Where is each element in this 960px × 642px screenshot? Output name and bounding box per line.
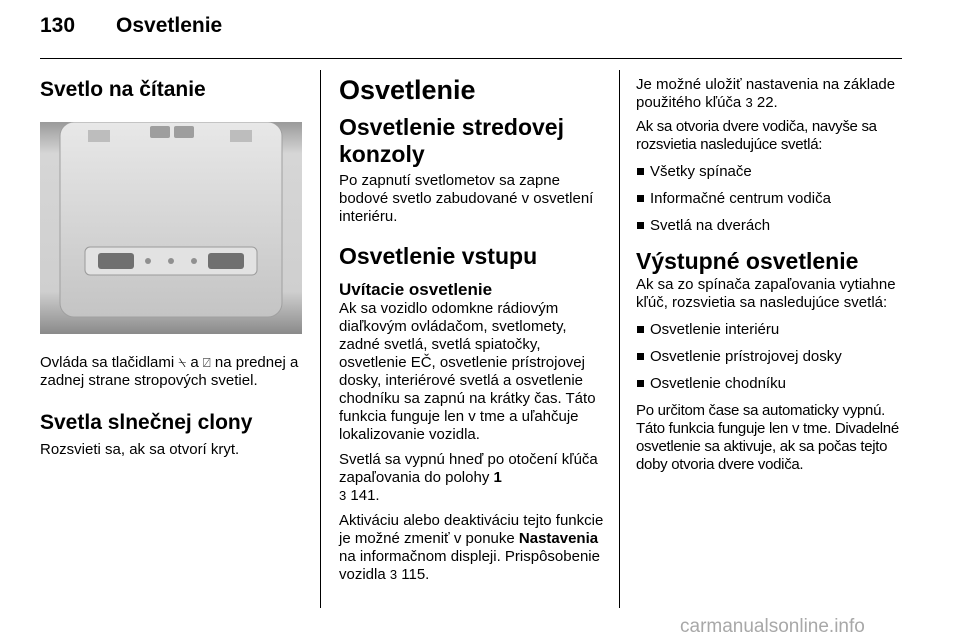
key-settings-paragraph: Je možné uložiť nastavenia na základe použitého kľúča 3 22. [636,76,896,111]
heading-console-lighting: Osvetlenie stredovej konzoly [339,114,564,168]
list-item: Osvetlenie interiéru [636,321,906,339]
reference-arrow-icon: 3 [339,488,347,504]
sun-visor-paragraph: Rozsvieti sa, ak sa otvorí kryt. [40,441,240,459]
front-reading-light-icon: ⍀ [178,355,187,371]
rear-reading-light-icon: ⍁ [202,355,211,371]
overhead-reading-lamp-photo [40,122,302,334]
column-divider-1 [320,70,321,608]
driver-door-list [636,163,906,235]
column-2 [339,62,609,584]
exit-lighting-list [636,321,906,393]
lights-off-paragraph: Svetlá sa vypnú hneď po otočení kľúča zapaľovania do polohy 1 3 141. [339,451,598,505]
page-number: 130 [40,14,76,37]
heading-exit-lighting: Výstupné osvetlenie [636,248,859,274]
column-1 [40,62,304,459]
heading-welcome-lighting: Uvítacie osvetlenie [339,279,493,299]
reference-arrow-icon: 3 [745,95,753,110]
column-3 [636,62,906,474]
exit-lighting-paragraph: Ak sa zo spínača zapaľovania vytiahne kľúč, rozsvietia sa nasledujúce svetlá: [636,275,896,311]
reference-arrow-icon: 3 [389,567,398,583]
driver-door-paragraph: Ak sa otvoria dvere vodiča, navyše sa rozsvietia nasledujúce svetlá: [636,118,877,153]
list-item: Osvetlenie chodníku [636,375,906,393]
auto-off-paragraph: Po určitom čase sa automaticky vypnú. Táto funkcia funguje len v tme. Divadelné osvetlenie sa aktivuje, ak sa počas tejto doby otvoria dvere vodiča. [636,401,899,473]
activation-paragraph: Aktiváciu alebo deaktiváciu tejto funkcie je možné zmeniť v ponuke Nastavenia na informačnom displeji. Prispôsobenie vozidla 3 115. [339,512,604,584]
welcome-lighting-paragraph: Ak sa vozidlo odomkne rádiovým diaľkovým ovládačom, svetlomety, zadné svetlá, svetlá spiatočky, osvetlenie EČ, osvetlenie prístrojovej dosky, interiérové svetlá a osvetlenie chodníku sa zapnú na krátky čas. Táto funkcia funguje len v tme a uľahčuje lokalizovanie vozidla. [339,300,596,444]
list-item: Svetlá na dverách [636,217,906,235]
main-title: Osvetlenie [339,75,476,105]
column-divider-2 [619,70,620,608]
console-lighting-paragraph: Po zapnutí svetlometov sa zapne bodové svetlo zabudované v osvetlení interiéru. [339,172,594,226]
list-item: Informačné centrum vodiča [636,190,906,208]
list-item: Osvetlenie prístrojovej dosky [636,348,906,366]
header-rule [40,58,902,59]
heading-entry-lighting: Osvetlenie vstupu [339,243,538,270]
page-header [40,14,222,50]
heading-reading-light: Svetlo na čítanie [40,78,206,101]
heading-sun-visor-lights: Svetla slnečnej clony [40,411,253,435]
reading-light-paragraph: Ovláda sa tlačidlami ⍀ a ⍁ na prednej a zadnej strane stropových svetiel. [40,354,299,390]
list-item: Všetky spínače [636,163,906,181]
running-section-title: Osvetlenie [116,14,223,37]
watermark: carmanualsonline.info [680,616,865,637]
